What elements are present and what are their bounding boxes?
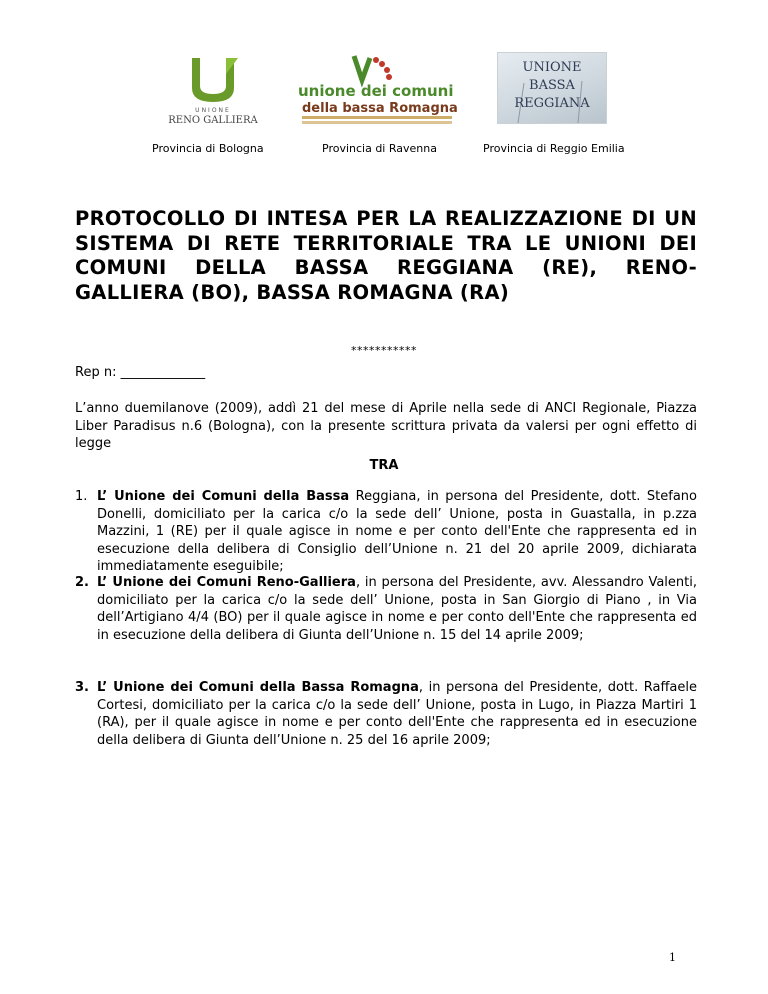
party-number: 3. bbox=[75, 680, 89, 695]
party-number: 2. bbox=[75, 575, 89, 590]
intro-paragraph: L’anno duemilanove (2009), addì 21 del mese di Aprile nella sede di ANCI Regionale, Piazza Liber Paradisus n.6 (Bologna), con la presente scrittura privata da valersi per ogni effetto di legge bbox=[75, 401, 697, 451]
province-bologna: Provincia di Bologna bbox=[152, 142, 264, 155]
province-reggio-emilia: Provincia di Reggio Emilia bbox=[483, 142, 625, 155]
bassa-romagna-emblem bbox=[292, 50, 460, 128]
party-details: , in persona del Presidente, dott. Raffaele Cortesi, domiciliato per la carica c/o la sede dell’ Unione, posta in Lugo, in Piazza Martiri 1 (RA), per il quale agisce in nome e per conto dell'Ente che rappresenta ed in esecuzione della delibera di Giunta dell’Unione n. 25 del 16 aprile 2009; bbox=[97, 680, 697, 748]
repertorio-number: Rep n: _____________ bbox=[75, 365, 206, 380]
separator: *********** bbox=[351, 344, 417, 357]
party-item bbox=[75, 574, 697, 644]
party-item bbox=[75, 488, 697, 576]
party-text bbox=[97, 574, 697, 644]
svg-text:unione dei comuni: unione dei comuni bbox=[298, 82, 454, 100]
party-details: Reggiana, in persona del Presidente, dott. Stefano Donelli, domiciliato per la carica c/o la sede dell’ Unione, posta in Guastalla, in p.zza Mazzini, 1 (RE) per il quale agisce in nome e per conto dell'Ente che rappresenta ed in esecuzione della delibera di Consiglio dell’Unione n. 21 del 20 aprile 2009, dichiarata immediatamente eseguibile; bbox=[97, 489, 697, 574]
party-text bbox=[97, 679, 697, 749]
svg-text:della bassa Romagna: della bassa Romagna bbox=[302, 101, 458, 116]
between-heading: TRA bbox=[369, 458, 399, 473]
svg-text:BASSA: BASSA bbox=[529, 78, 575, 93]
document-title: PROTOCOLLO DI INTESA PER LA REALIZZAZIONE DI UN SISTEMA DI RETE TERRITORIALE TRA LE UNIONI DEI COMUNI DELLA BASSA REGGIANA (RE), RENO-GALLIERA (BO), BASSA ROMAGNA (RA) bbox=[75, 207, 697, 304]
svg-text:UNIONE: UNIONE bbox=[522, 60, 582, 75]
party-item bbox=[75, 679, 697, 749]
svg-text:REGGIANA: REGGIANA bbox=[514, 96, 590, 111]
svg-text:UNIONE: UNIONE bbox=[195, 107, 231, 114]
party-details: , in persona del Presidente, avv. Alessandro Valenti, domiciliato per la carica c/o la sede dell’ Unione, posta in San Giorgio di Piano , in Via dell’Artigiano 4/4 (BO) per il quale agisce in nome e per conto dell'Ente che rappresenta ed in esecuzione della delibera di Giunta dell’Unione n. 15 del 14 aprile 2009; bbox=[97, 575, 697, 643]
svg-text:RENO GALLIERA: RENO GALLIERA bbox=[168, 115, 258, 126]
bassa-reggiana-emblem bbox=[498, 53, 606, 123]
reno-galliera-emblem bbox=[168, 54, 258, 126]
province-ravenna: Provincia di Ravenna bbox=[322, 142, 437, 155]
party-name: L’ Unione dei Comuni Reno-Galliera bbox=[97, 575, 356, 590]
reno-galliera-logo bbox=[168, 54, 258, 126]
page-number: 1 bbox=[669, 951, 676, 964]
party-name: L’ Unione dei Comuni della Bassa bbox=[97, 489, 350, 504]
bassa-reggiana-logo bbox=[497, 52, 607, 124]
bassa-romagna-logo bbox=[292, 50, 460, 128]
party-name: L’ Unione dei Comuni della Bassa Romagna bbox=[97, 680, 419, 695]
party-text bbox=[97, 488, 697, 576]
logo-row bbox=[0, 50, 768, 130]
party-number: 1. bbox=[75, 489, 88, 504]
